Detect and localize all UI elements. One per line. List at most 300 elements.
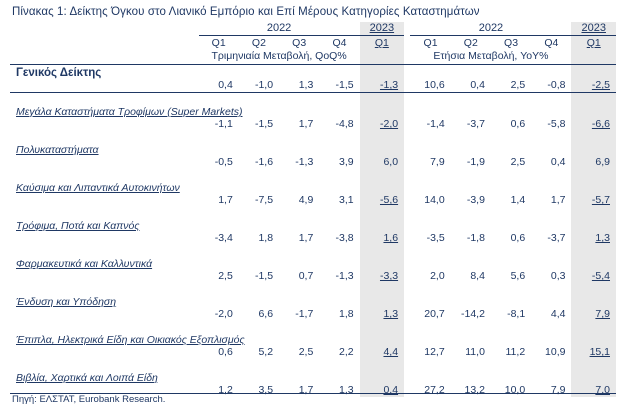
- cell-yoy-2023q1: -5,4: [571, 270, 616, 283]
- cell-yoy-q4: -0,8: [531, 79, 571, 93]
- sp-shade: [360, 283, 404, 294]
- cell-qoq-2023q1: -2,0: [360, 118, 404, 131]
- table-row-values: [10, 346, 616, 359]
- header-q3-right: Q3: [504, 37, 519, 49]
- cell-qoq-2023q1: 1,6: [360, 232, 404, 245]
- pad-shade: [571, 218, 616, 232]
- sp: [239, 359, 279, 370]
- spacer: [10, 283, 616, 294]
- pad-shade: [360, 218, 404, 232]
- cell-yoy-q4: 10,9: [545, 346, 566, 358]
- sp: [531, 131, 571, 142]
- cell-yoy-q1: -1,4: [426, 118, 445, 130]
- cell-qoq-q4: 3,1: [338, 194, 354, 206]
- cell-qoq-q2: 5,2: [258, 346, 274, 358]
- pad: [279, 370, 319, 384]
- sp: [531, 359, 571, 370]
- cell-yoy-q1: 14,0: [424, 194, 445, 206]
- cell-qoq-q2: 1,8: [258, 232, 274, 244]
- sp: [451, 283, 491, 294]
- header-year-row: [10, 22, 616, 36]
- cell-yoy-q4: 1,7: [550, 194, 566, 206]
- pad: [279, 332, 319, 346]
- sp: [451, 359, 491, 370]
- sp-shade: [360, 359, 404, 370]
- pad: [451, 180, 491, 194]
- table-row-values: [10, 79, 616, 93]
- header-corner-3: [10, 49, 199, 65]
- cell-qoq-q1: 1,7: [218, 194, 233, 206]
- cell-qoq-q3: -1,7: [295, 308, 314, 320]
- sp: [199, 131, 239, 142]
- header-year-right-2023: 2023: [571, 22, 616, 36]
- sp: [279, 359, 319, 370]
- pad: [531, 142, 571, 156]
- header-quarter-row: [10, 36, 616, 50]
- source-note: Πηγή: ΕΛΣΤΑΤ, Eurobank Research.: [12, 394, 166, 405]
- sp: [279, 169, 319, 180]
- pad: [279, 218, 319, 232]
- cell-yoy-q3: -8,1: [507, 308, 526, 320]
- table-row-values: [10, 194, 616, 207]
- sp: [319, 321, 359, 332]
- cell-qoq-q1: -0,5: [214, 156, 233, 168]
- pad: [491, 294, 531, 308]
- sp: [10, 321, 199, 332]
- table-row: [10, 294, 616, 308]
- sp: [451, 207, 491, 218]
- header-year-right: 2022: [410, 22, 571, 36]
- pad-shade: [360, 104, 404, 118]
- cell-yoy-q2: 13,2: [464, 384, 485, 396]
- pad-shade: [571, 370, 616, 384]
- sp: [279, 283, 319, 294]
- cell-qoq-q3: 1,3: [279, 79, 319, 93]
- sp: [319, 283, 359, 294]
- pad: [451, 294, 491, 308]
- sp: [10, 283, 199, 294]
- cell-qoq-q4: 1,3: [338, 384, 354, 396]
- pad-shade: [571, 180, 616, 194]
- pad: [410, 142, 450, 156]
- pad: [279, 180, 319, 194]
- sp: [199, 359, 239, 370]
- pad: [451, 256, 491, 270]
- cell-qoq-2023q1: 6,0: [360, 156, 404, 169]
- pad-shade: [360, 332, 404, 346]
- pad-shade: [571, 104, 616, 118]
- pad: [410, 332, 450, 346]
- pad: [199, 256, 239, 270]
- sp: [319, 359, 359, 370]
- sp: [491, 93, 531, 105]
- pad: [491, 370, 531, 384]
- cell-yoy-q3: 2,5: [510, 156, 526, 168]
- pad: [199, 370, 239, 384]
- sp: [451, 131, 491, 142]
- row-label-cell: [10, 256, 199, 270]
- pad: [319, 104, 359, 118]
- cell-qoq-q2: -1,5: [254, 270, 274, 282]
- cell-yoy-q4: 0,4: [550, 156, 566, 168]
- sp: [279, 245, 319, 256]
- pad: [279, 104, 319, 118]
- cell-qoq-q3: -1,3: [295, 156, 314, 168]
- cell-qoq-2023q1: -5,6: [360, 194, 404, 207]
- pad-shade: [360, 180, 404, 194]
- cell-yoy-q3: 10,0: [504, 384, 526, 396]
- pad: [319, 218, 359, 232]
- sp: [531, 207, 571, 218]
- row-label: Μεγάλα Καταστήματα Τροφίμων (Super Markets): [16, 106, 243, 118]
- pad: [451, 65, 491, 80]
- row-label: Ένδυση και Υπόδηση: [16, 296, 117, 308]
- pad-shade: [571, 332, 616, 346]
- sp-shade: [571, 131, 616, 142]
- sp: [410, 321, 450, 332]
- cell-yoy-q4: 4,4: [550, 308, 566, 320]
- caption-yoy-shade: [571, 49, 616, 65]
- row-value-pad: [10, 346, 199, 359]
- pad: [531, 180, 571, 194]
- spacer: [10, 131, 616, 142]
- sp: [491, 359, 531, 370]
- row-value-pad: [10, 156, 199, 169]
- sp-shade: [360, 207, 404, 218]
- cell-qoq-q1: 1,2: [218, 384, 233, 396]
- pad-shade: [360, 142, 404, 156]
- sp: [279, 131, 319, 142]
- cell-qoq-q3: 1,7: [298, 232, 314, 244]
- sp: [319, 245, 359, 256]
- pad: [199, 180, 239, 194]
- sp-shade: [571, 283, 616, 294]
- sp: [531, 283, 571, 294]
- pad-shade: [571, 65, 616, 80]
- row-label: Πολυκαταστήματα: [16, 144, 99, 156]
- header-q2-right: Q2: [463, 37, 478, 49]
- caption-qoq: Τριμηνιαία Μεταβολή, QoQ%: [211, 50, 347, 62]
- pad: [410, 65, 450, 80]
- pad: [491, 65, 531, 80]
- sp: [410, 359, 450, 370]
- table-row: [10, 104, 616, 118]
- sp-shade: [360, 93, 404, 105]
- sp: [410, 283, 450, 294]
- sp-shade: [571, 169, 616, 180]
- cell-qoq-q3: 2,5: [298, 346, 314, 358]
- sp: [199, 283, 239, 294]
- cell-yoy-q3: 2,5: [491, 79, 531, 93]
- cell-yoy-q1: 27,2: [424, 384, 445, 396]
- cell-qoq-q2: 6,6: [258, 308, 274, 320]
- cell-qoq-q2: 3,5: [258, 384, 274, 396]
- pad: [451, 142, 491, 156]
- row-value-pad: [10, 79, 199, 93]
- pad: [199, 142, 239, 156]
- row-label-cell: [10, 332, 245, 346]
- row-label-cell: [10, 370, 199, 384]
- pad: [239, 256, 279, 270]
- cell-qoq-q4: 2,2: [338, 346, 354, 358]
- pad: [451, 332, 491, 346]
- cell-qoq-2023q1: 0,4: [360, 384, 404, 397]
- pad: [239, 65, 279, 80]
- row-label: Έπιπλα, Ηλεκτρικά Είδη και Οικιακός Εξοπλισμός: [16, 334, 245, 346]
- cell-yoy-q2: -14,2: [460, 308, 485, 320]
- sp: [491, 131, 531, 142]
- cell-yoy-q4: 0,3: [550, 270, 566, 282]
- cell-yoy-q3: 1,4: [510, 194, 526, 206]
- table-row: [10, 256, 616, 270]
- sp: [410, 93, 450, 105]
- row-label: Φαρμακευτικά και Καλλυντικά: [16, 258, 153, 270]
- row-label-cell: [10, 180, 199, 194]
- header-q1-left-2023: Q1: [360, 36, 404, 50]
- cell-qoq-q4: 3,9: [338, 156, 354, 168]
- sp: [451, 169, 491, 180]
- pad-shade: [360, 256, 404, 270]
- sp: [239, 321, 279, 332]
- cell-yoy-q2: 11,0: [465, 346, 485, 358]
- row-label-cell: [10, 104, 243, 118]
- cell-qoq-q2: -1,6: [254, 156, 274, 168]
- header-caption-row: [10, 49, 616, 65]
- pad-shade: [571, 294, 616, 308]
- cell-yoy-q2: -1,8: [466, 232, 485, 244]
- pad: [319, 256, 359, 270]
- pad: [531, 218, 571, 232]
- sp: [410, 245, 450, 256]
- sp: [531, 245, 571, 256]
- cell-qoq-2023q1: 4,4: [360, 346, 404, 359]
- cell-yoy-2023q1: -6,6: [571, 118, 616, 131]
- table-row: [10, 370, 616, 384]
- pad: [531, 256, 571, 270]
- cell-yoy-q3: 5,6: [510, 270, 526, 282]
- cell-yoy-2023q1: 7,9: [571, 308, 616, 321]
- table-row: [10, 332, 616, 346]
- cell-qoq-q1: 0,4: [199, 79, 239, 93]
- pad: [531, 65, 571, 80]
- pad: [410, 180, 450, 194]
- row-value-pad: [10, 270, 199, 283]
- table-row-values: [10, 232, 616, 245]
- row-value-pad: [10, 194, 199, 207]
- table-row-values: [10, 308, 616, 321]
- pad: [239, 294, 279, 308]
- cell-yoy-q1: -3,5: [426, 232, 445, 244]
- spacer: [10, 93, 616, 105]
- cell-yoy-q3: 0,6: [510, 118, 526, 130]
- pad: [279, 294, 319, 308]
- cell-yoy-q1: 12,7: [424, 346, 445, 358]
- cell-yoy-q2: 8,4: [470, 270, 485, 282]
- pad: [239, 218, 279, 232]
- cell-yoy-2023q1: 6,9: [571, 156, 616, 169]
- sp: [10, 359, 199, 370]
- sp: [199, 207, 239, 218]
- sp: [279, 207, 319, 218]
- pad: [319, 370, 359, 384]
- cell-qoq-q3: 4,9: [298, 194, 314, 206]
- sp: [451, 321, 491, 332]
- row-label-cell: [10, 218, 199, 232]
- row-label-cell: [10, 142, 199, 156]
- pad: [491, 142, 531, 156]
- cell-yoy-q2: -3,9: [466, 194, 485, 206]
- cell-yoy-q4: -5,8: [547, 118, 566, 130]
- pad: [279, 256, 319, 270]
- sp-shade: [571, 359, 616, 370]
- sp: [491, 245, 531, 256]
- sp: [410, 207, 450, 218]
- page-title: Πίνακας 1: Δείκτης Όγκου στο Λιανικό Εμπόριο και Επί Μέρους Κατηγορίες Καταστημάτων: [12, 6, 480, 18]
- pad: [239, 370, 279, 384]
- cell-qoq-q1: 0,6: [218, 346, 233, 358]
- table-row: [10, 142, 616, 156]
- cell-qoq-q2: -1,0: [239, 79, 279, 93]
- table-row: [10, 65, 616, 80]
- cell-yoy-2023q1: 1,3: [571, 232, 616, 245]
- sp-shade: [571, 245, 616, 256]
- sp: [451, 93, 491, 105]
- sp: [10, 131, 199, 142]
- pad: [319, 65, 359, 80]
- sp: [491, 169, 531, 180]
- sp: [279, 93, 319, 105]
- sp: [531, 93, 571, 105]
- cell-qoq-2023q1: -1,3: [360, 79, 404, 93]
- pad: [239, 180, 279, 194]
- sp: [410, 169, 450, 180]
- sp: [491, 283, 531, 294]
- cell-yoy-q4: 7,9: [550, 384, 566, 396]
- spacer: [10, 207, 616, 218]
- header-q1-left: Q1: [211, 37, 226, 49]
- row-label-cell: [10, 65, 199, 80]
- pad: [239, 104, 279, 118]
- sp: [239, 283, 279, 294]
- sp: [319, 169, 359, 180]
- row-label: Γενικός Δείκτης: [16, 67, 102, 79]
- cell-yoy-2023q1: -5,7: [571, 194, 616, 207]
- cell-qoq-q3: 0,7: [298, 270, 314, 282]
- sp: [10, 169, 199, 180]
- row-label: Βιβλία, Χαρτικά και Λοιπά Είδη: [16, 372, 158, 384]
- pad: [199, 218, 239, 232]
- sp: [199, 169, 239, 180]
- cell-qoq-q1: -2,0: [214, 308, 233, 320]
- pad: [410, 104, 450, 118]
- sp: [199, 245, 239, 256]
- cell-yoy-q2: 0,4: [451, 79, 491, 93]
- cell-qoq-q4: -4,8: [335, 118, 354, 130]
- sp: [239, 93, 279, 105]
- row-label-cell: [10, 294, 199, 308]
- pad: [410, 294, 450, 308]
- pad: [451, 370, 491, 384]
- header-year-left: 2022: [199, 22, 360, 36]
- cell-yoy-q3: 11,2: [505, 346, 526, 358]
- sp: [531, 169, 571, 180]
- sp: [279, 321, 319, 332]
- pad: [531, 332, 571, 346]
- sp: [451, 245, 491, 256]
- header-q1-right: Q1: [423, 37, 438, 49]
- sp: [491, 207, 531, 218]
- row-value-pad: [10, 232, 199, 245]
- sp: [239, 131, 279, 142]
- pad: [531, 294, 571, 308]
- pad-shade: [360, 294, 404, 308]
- sp-shade: [360, 131, 404, 142]
- sp: [319, 93, 359, 105]
- spacer: [10, 359, 616, 370]
- row-label: Τρόφιμα, Ποτά και Καπνός: [16, 220, 140, 232]
- cell-yoy-q1: 20,7: [424, 308, 445, 320]
- header-corner-2: [10, 36, 199, 50]
- cell-yoy-q4: -3,7: [547, 232, 566, 244]
- cell-qoq-q4: -1,5: [319, 79, 359, 93]
- pad: [410, 218, 450, 232]
- row-value-pad: [10, 308, 199, 321]
- header-q4-right: Q4: [544, 37, 559, 49]
- header-q4-left: Q4: [332, 37, 347, 49]
- table-row: [10, 218, 616, 232]
- cell-yoy-q1: 2,0: [430, 270, 445, 282]
- pad: [199, 294, 239, 308]
- header-q3-left: Q3: [292, 37, 307, 49]
- cell-qoq-q1: -1,1: [214, 118, 233, 130]
- pad: [531, 370, 571, 384]
- cell-yoy-2023q1: -2,5: [571, 79, 616, 93]
- pad: [491, 256, 531, 270]
- sp: [319, 131, 359, 142]
- cell-yoy-q3: 0,6: [510, 232, 526, 244]
- cell-qoq-2023q1: 1,3: [360, 308, 404, 321]
- sp: [239, 207, 279, 218]
- spacer: [10, 245, 616, 256]
- cell-yoy-q2: -3,7: [466, 118, 485, 130]
- cell-qoq-q4: -3,8: [335, 232, 354, 244]
- pad: [319, 142, 359, 156]
- pad: [451, 218, 491, 232]
- cell-yoy-2023q1: 7,0: [571, 384, 616, 397]
- row-value-pad: [10, 118, 199, 131]
- sp-shade: [360, 245, 404, 256]
- cell-yoy-q2: -1,9: [466, 156, 485, 168]
- row-label: Καύσιμα και Λιπαντικά Αυτοκινήτων: [16, 182, 180, 194]
- cell-qoq-q1: -3,4: [214, 232, 233, 244]
- sp: [199, 321, 239, 332]
- cell-yoy-2023q1: 15,1: [571, 346, 616, 359]
- table-row-values: [10, 156, 616, 169]
- retail-volume-index-table: [10, 22, 616, 397]
- table-row: [10, 180, 616, 194]
- pad: [319, 180, 359, 194]
- pad: [239, 142, 279, 156]
- header-q1-right-2023: Q1: [571, 36, 616, 50]
- pad: [491, 332, 531, 346]
- sp: [10, 207, 199, 218]
- pad: [410, 256, 450, 270]
- sp: [239, 169, 279, 180]
- pad: [491, 180, 531, 194]
- sp-shade: [571, 93, 616, 105]
- pad: [491, 104, 531, 118]
- table-row-values: [10, 118, 616, 131]
